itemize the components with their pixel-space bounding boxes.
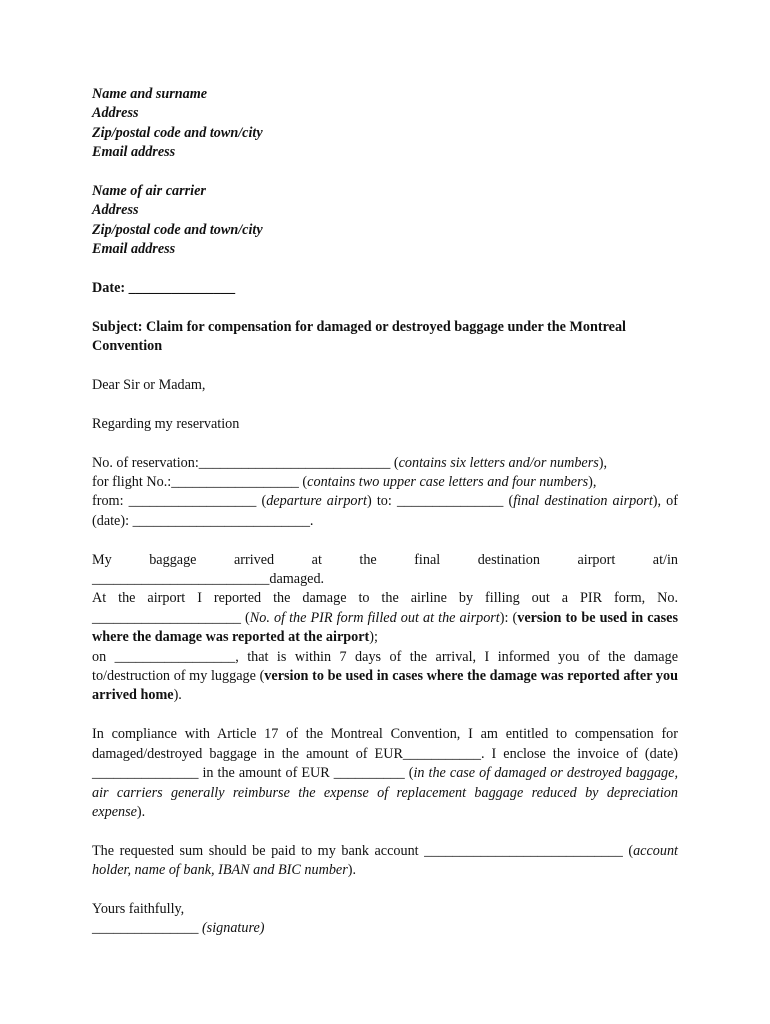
flight-number-hint: contains two upper case letters and four numbers — [307, 474, 589, 491]
route-from-text: from: __________________ ( — [92, 493, 267, 510]
payment-hint: account holder, name of bank, IBAN and BIC number — [92, 842, 678, 879]
payment-text: The requested sum should be paid to my bank account ____________________________ ( — [92, 842, 634, 859]
departure-airport-hint: departure airport — [266, 493, 367, 510]
home-version-note: version to be used in cases where the damage was reported after you arrived home — [92, 668, 678, 704]
route-date-text: ), of (date): _________________________. — [92, 493, 678, 529]
signature-label: (signature) — [201, 920, 265, 937]
reservation-number-line — [92, 454, 678, 473]
pir-sep: ): ( — [499, 609, 518, 626]
baggage-damaged-line: _________________________damaged. — [92, 571, 325, 588]
reservation-number-end: ), — [598, 454, 608, 471]
home-report-text: on _________________, that is within 7 days of the arrival, I informed you of the damage to/destruction of my luggage ( — [92, 648, 678, 685]
carrier-address: Address — [92, 202, 139, 219]
destination-airport-hint: final destination airport — [513, 493, 653, 510]
pir-text: At the airport I reported the damage to the airline by filling out a PIR form, No. _____________________ ( — [92, 590, 678, 626]
sender-block — [92, 85, 678, 163]
sender-email: Email address — [92, 144, 176, 161]
salutation: Dear Sir or Madam, — [92, 377, 206, 394]
pir-version-note: version to be used in cases where the damage was reported at the airport — [92, 609, 678, 646]
regarding-line: Regarding my reservation — [92, 415, 240, 432]
closing-line: Yours faithfully, — [92, 900, 185, 917]
carrier-zip: Zip/postal code and town/city — [92, 221, 263, 238]
signature-line — [92, 919, 678, 938]
compliance-end: ). — [136, 803, 146, 820]
sender-zip: Zip/postal code and town/city — [92, 124, 263, 141]
home-report-end: ). — [173, 687, 182, 704]
payment-paragraph — [92, 842, 678, 881]
home-report-paragraph — [92, 648, 678, 706]
compliance-hint: in the case of damaged or destroyed baggage, air carriers generally reimburse the expense of replacement baggage reduced by depreciation expense — [92, 765, 678, 820]
compliance-paragraph — [92, 725, 678, 822]
reservation-number-text: No. of reservation:___________________________ ( — [92, 454, 399, 471]
sender-name: Name and surname — [92, 86, 208, 102]
sender-address: Address — [92, 105, 139, 122]
compliance-text: In compliance with Article 17 of the Montreal Convention, I am entitled to compensation for damaged/destroyed baggage in the amount of EUR___________. I enclose the invoice of (date) _______________ in the amount of EUR __________ ( — [92, 726, 678, 782]
subject-line: Subject: Claim for compensation for damaged or destroyed baggage under the Montreal Convention — [92, 318, 626, 355]
signature-blank: _______________ — [92, 920, 202, 937]
reservation-number-hint: contains six letters and/or numbers — [398, 454, 599, 471]
carrier-name: Name of air carrier — [92, 183, 206, 200]
letter-content — [92, 85, 678, 939]
route-to-text: ) to: _______________ ( — [366, 493, 514, 510]
flight-number-line — [92, 473, 678, 492]
pir-hint: No. of the PIR form filled out at the airport — [249, 609, 500, 626]
baggage-arrived-line: My baggage arrived at the final destination airport at/in — [92, 551, 678, 568]
payment-end: ). — [347, 862, 357, 879]
date-line: Date: _______________ — [92, 280, 236, 297]
pir-paragraph — [92, 589, 678, 647]
route-line — [92, 492, 678, 531]
flight-number-text: for flight No.:__________________ ( — [92, 474, 308, 491]
carrier-block — [92, 182, 678, 260]
pir-end: ); — [369, 629, 378, 646]
carrier-email: Email address — [92, 241, 176, 258]
flight-number-end: ), — [588, 474, 597, 491]
